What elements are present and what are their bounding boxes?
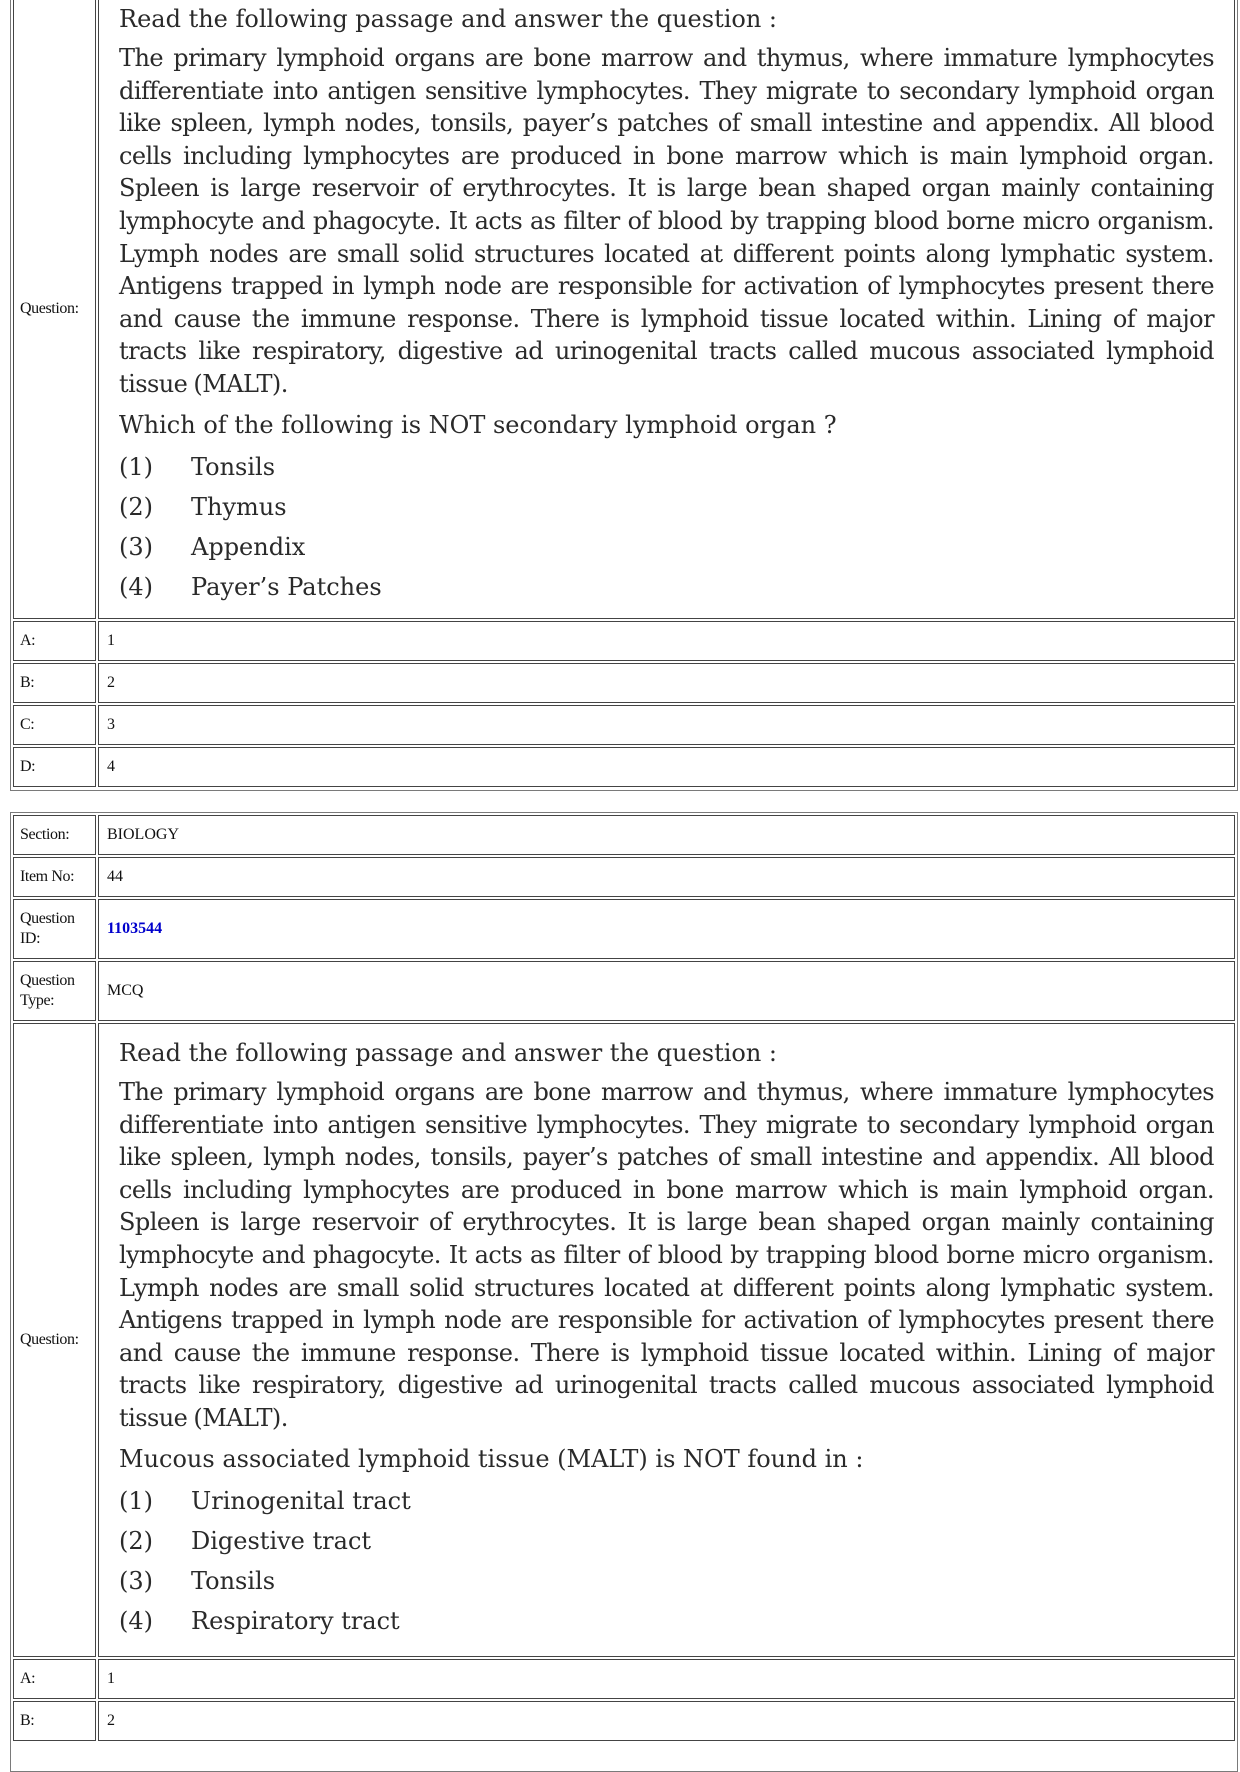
item-no-value: 44 — [98, 857, 1235, 897]
question-id-value — [98, 899, 1235, 959]
question-id-row — [13, 899, 1235, 959]
question-body — [98, 0, 1235, 619]
answer-label-d: D: — [13, 747, 96, 787]
option-number: (3) — [119, 1566, 153, 1595]
option-item — [119, 1601, 1214, 1641]
answer-value-b: 2 — [98, 663, 1235, 703]
option-number: (2) — [119, 1526, 153, 1555]
question-passage: The primary lymphoid organs are bone marrow and thymus, where immature lymphocytes differentiate into antigen sensitive lymphocytes. They migrate to secondary lymphoid organ like spleen, lymph nodes, tonsils, payer’s patches of small intestine and appendix. All blood cells including lymphocytes are produced in bone marrow which is main lymphoid organ. Spleen is large reservoir of erythrocytes. It is large bean shaped organ mainly containing lymphocyte and phagocyte. It acts as filter of blood by trapping blood borne micro organism. Lymph nodes are small solid structures located at different points along lymphatic system. Antigens trapped in lymph node are responsible for activation of lymphocytes present there and cause the immune response. There is lymphoid tissue located within. Lining of major tracts like respiratory, digestive ad urinogenital tracts called mucous associated lymphoid tissue (MALT). — [119, 1078, 1214, 1432]
question-block-1 — [10, 0, 1238, 791]
option-number: (2) — [119, 492, 153, 521]
question-id-link: 1103544 — [107, 920, 163, 937]
option-text: Tonsils — [191, 452, 276, 481]
item-no-row — [13, 857, 1235, 897]
option-number: (3) — [119, 532, 153, 561]
answer-row-a — [13, 1659, 1235, 1699]
answer-value-a: 1 — [98, 621, 1235, 661]
question-type-value: MCQ — [98, 961, 1235, 1021]
option-item — [119, 1561, 1214, 1601]
question-passage: The primary lymphoid organs are bone marrow and thymus, where immature lymphocytes differentiate into antigen sensitive lymphocytes. They migrate to secondary lymphoid organ like spleen, lymph nodes, tonsils, payer’s patches of small intestine and appendix. All blood cells including lymphocytes are produced in bone marrow which is main lymphoid organ. Spleen is large reservoir of erythrocytes. It is large bean shaped organ mainly containing lymphocyte and phagocyte. It acts as filter of blood by trapping blood borne micro organism. Lymph nodes are small solid structures located at different points along lymphatic system. Antigens trapped in lymph node are responsible for activation of lymphocytes present there and cause the immune response. There is lymphoid tissue located within. Lining of major tracts like respiratory, digestive ad urinogenital tracts called mucous associated lymphoid tissue (MALT). — [119, 44, 1214, 398]
option-text: Digestive tract — [191, 1526, 372, 1555]
answer-label-b: B: — [13, 663, 96, 703]
option-text: Tonsils — [191, 1566, 276, 1595]
answer-value-d: 4 — [98, 747, 1235, 787]
option-item — [119, 1481, 1214, 1521]
section-row — [13, 815, 1235, 855]
option-text: Urinogenital tract — [191, 1486, 411, 1515]
answer-value-b: 2 — [98, 1701, 1235, 1741]
answer-row-b — [13, 663, 1235, 703]
option-text: Appendix — [191, 532, 306, 561]
question-label: Question: — [13, 1023, 96, 1657]
question-block-2 — [10, 812, 1238, 1772]
question-intro: Read the following passage and answer the question : — [119, 1039, 778, 1067]
item-no-label: Item No: — [13, 857, 96, 897]
answer-label-b: B: — [13, 1701, 96, 1741]
answer-label-a: A: — [13, 621, 96, 661]
question-id-label: Question ID: — [13, 899, 96, 959]
section-value: BIOLOGY — [98, 815, 1235, 855]
question-type-label: Question Type: — [13, 961, 96, 1021]
option-item — [119, 447, 1214, 487]
option-item — [119, 567, 1214, 607]
option-item — [119, 487, 1214, 527]
answer-value-c: 3 — [98, 705, 1235, 745]
option-text: Respiratory tract — [191, 1606, 400, 1635]
answer-row-c — [13, 705, 1235, 745]
option-number: (4) — [119, 1606, 153, 1635]
question-body — [98, 1023, 1235, 1657]
answer-label-c: C: — [13, 705, 96, 745]
question-label: Question: — [13, 0, 96, 619]
option-item — [119, 527, 1214, 567]
question-intro: Read the following passage and answer the question : — [119, 5, 778, 33]
section-label: Section: — [13, 815, 96, 855]
option-item — [119, 1521, 1214, 1561]
option-text: Payer’s Patches — [191, 572, 382, 601]
option-text: Thymus — [191, 492, 287, 521]
option-number: (1) — [119, 452, 153, 481]
option-number: (1) — [119, 1486, 153, 1515]
question-row — [13, 0, 1235, 619]
answer-label-a: A: — [13, 1659, 96, 1699]
answer-row-b — [13, 1701, 1235, 1741]
question-stem: Which of the following is NOT secondary lymphoid organ ? — [119, 410, 837, 439]
question-stem: Mucous associated lymphoid tissue (MALT) is NOT found in : — [119, 1444, 864, 1473]
answer-row-a — [13, 621, 1235, 661]
answer-row-d — [13, 747, 1235, 787]
option-number: (4) — [119, 572, 153, 601]
question-row — [13, 1023, 1235, 1657]
question-type-row — [13, 961, 1235, 1021]
answer-value-a: 1 — [98, 1659, 1235, 1699]
